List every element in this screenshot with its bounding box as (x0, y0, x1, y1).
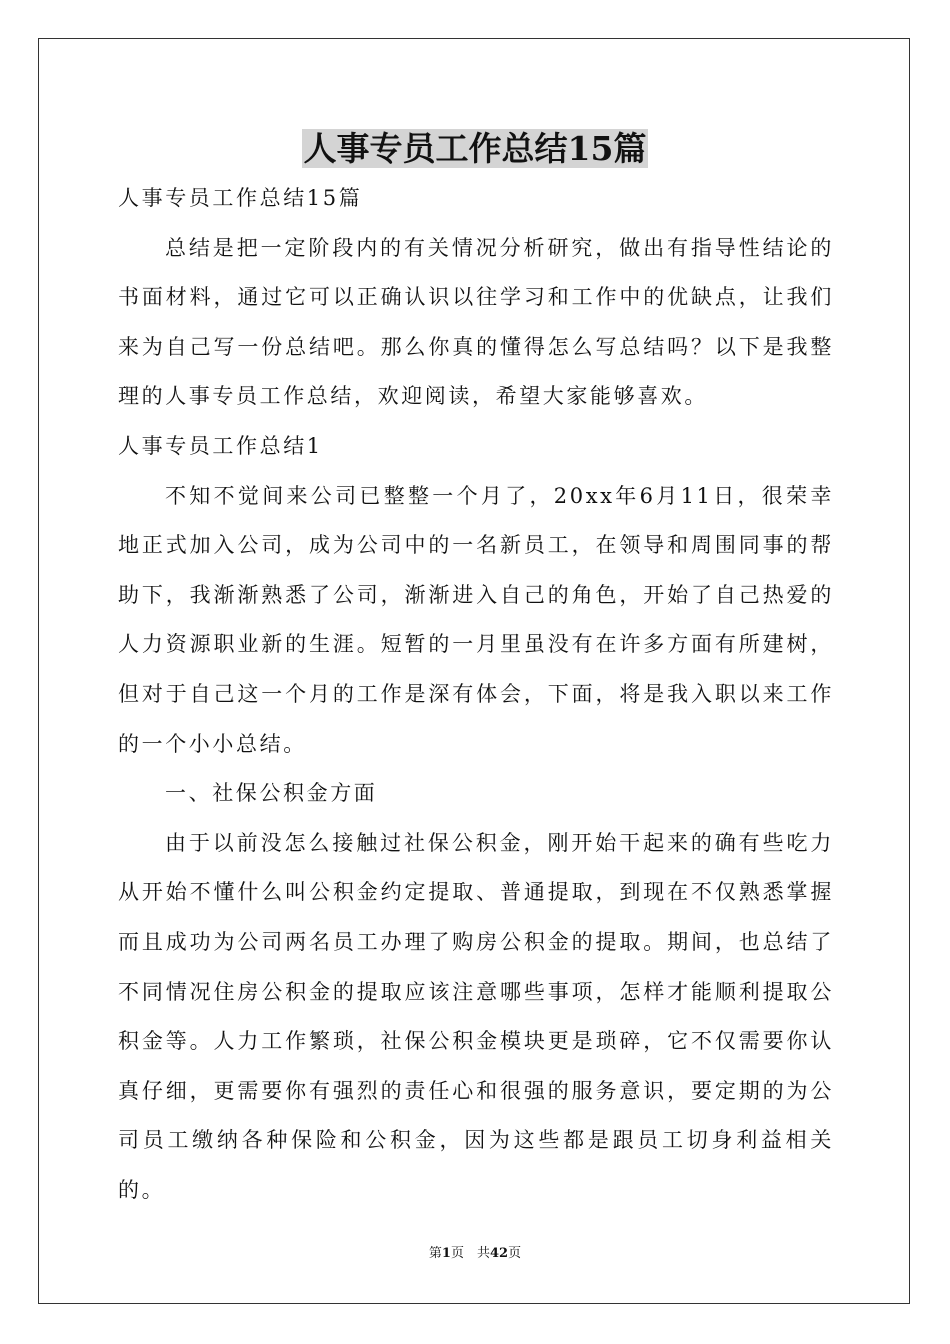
subsection-heading-social-security: 一、社保公积金方面 (165, 781, 378, 806)
footer-page-prefix: 第 (428, 1246, 442, 1261)
footer-page-total: 42 (489, 1246, 509, 1261)
intro-paragraph: 总结是把一定阶段内的有关情况分析研究，做出有指导性结论的书面材料，通过它可以正确认识以往学习和工作中的优缺点，让我们来为自己写一份总结吧。那么你真的懂得怎么写总结吗？以下是我整理的人事专员工作总结，欢迎阅读，希望大家能够喜欢。 (118, 235, 834, 409)
section-heading-summary-1: 人事专员工作总结1 (118, 433, 323, 458)
document-subtitle: 人事专员工作总结15篇 (118, 186, 363, 210)
paragraph-summary-1-intro: 不知不觉间来公司已整整一个月了，20xx年6月11日，很荣幸地正式加入公司，成为公司中的一名新员工，在领导和周围同事的帮助下，我渐渐熟悉了公司，渐渐进入自己的角色，开始了自己热爱的人力资源职业新的生涯。短暂的一月里虽没有在许多方面有所建树，但对于自己这一个月的工作是深有体会，下面，将是我入职以来工作的一个小小总结。 (118, 483, 834, 756)
page-footer (0, 1245, 950, 1263)
document-body (118, 174, 834, 1215)
paragraph-social-security: 由于以前没怎么接触过社保公积金，刚开始干起来的确有些吃力从开始不懂什么叫公积金约定提取、普通提取，到现在不仅熟悉掌握而且成功为公司两名员工办理了购房公积金的提取。期间，也总结了不同情况住房公积金的提取应该注意哪些事项，怎样才能顺利提取公积金等。人力工作繁琐，社保公积金模块更是琐碎，它不仅需要你认真仔细，更需要你有强烈的责任心和很强的服务意识，要定期的为公司员工缴纳各种保险和公积金，因为这些都是跟员工切身利益相关的。 (118, 830, 834, 1202)
document-title (0, 124, 950, 174)
footer-page-mid: 页 共 (450, 1246, 490, 1261)
document-title-text: 人事专员工作总结15篇 (303, 129, 647, 168)
footer-page-current: 1 (441, 1246, 451, 1261)
footer-page-suffix: 页 (508, 1246, 522, 1261)
